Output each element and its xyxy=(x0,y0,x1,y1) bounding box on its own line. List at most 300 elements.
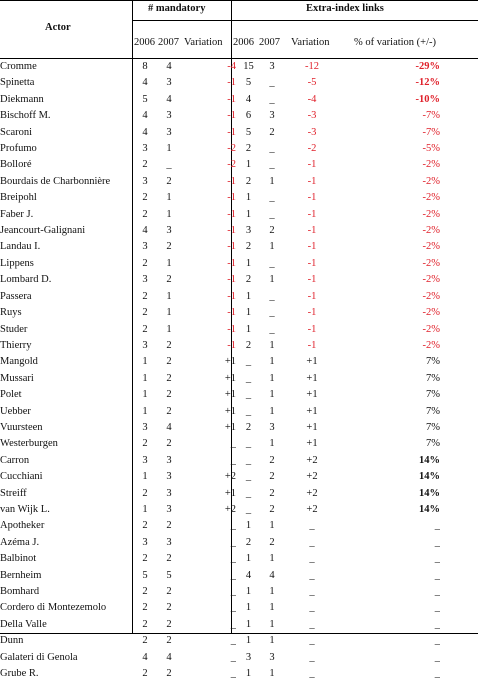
extra-2006-cell: 1 xyxy=(245,635,252,647)
table-row xyxy=(0,600,440,616)
percent-variation-cell: -2% xyxy=(422,257,440,269)
mandatory-2007-cell: 5 xyxy=(166,569,172,581)
mandatory-2006-cell: 3 xyxy=(142,536,148,548)
mandatory-variation-cell: +2 xyxy=(224,503,236,515)
extra-2007-cell: 3 xyxy=(269,651,275,663)
actor-cell: Scaroni xyxy=(0,126,33,138)
table-row xyxy=(0,92,440,108)
extra-variation-cell: _ xyxy=(309,520,315,532)
percent-variation-cell: -10% xyxy=(415,93,440,105)
mandatory-2007-cell: 3 xyxy=(166,536,172,548)
actor-cell: Azéma J. xyxy=(0,536,40,548)
extra-2007-cell: 3 xyxy=(269,110,275,122)
mandatory-variation-cell: -1 xyxy=(227,241,236,253)
mandatory-2006-cell: 2 xyxy=(142,208,148,220)
mandatory-2007-cell: 3 xyxy=(166,487,172,499)
extra-variation-header: Variation xyxy=(291,37,330,48)
actor-cell: Bourdais de Charbonnière xyxy=(0,175,111,187)
percent-variation-cell: 14% xyxy=(419,487,440,499)
mandatory-2007-header: 2007 xyxy=(158,37,179,48)
mandatory-2006-cell: 2 xyxy=(142,257,148,269)
extra-variation-cell: -1 xyxy=(307,257,317,269)
percent-variation-cell: 7% xyxy=(426,421,440,433)
extra-variation-cell: _ xyxy=(309,602,315,614)
extra-2006-cell: 5 xyxy=(245,126,252,138)
actor-cell: Landau I. xyxy=(0,241,41,253)
table-row xyxy=(0,125,440,141)
mandatory-variation-cell: -1 xyxy=(227,225,236,237)
mandatory-2007-cell: 1 xyxy=(166,290,172,302)
mandatory-2006-cell: 2 xyxy=(142,668,148,680)
table-row xyxy=(0,174,440,190)
mandatory-variation-cell: _ xyxy=(230,602,236,614)
table-row xyxy=(0,289,440,305)
mandatory-2006-cell: 8 xyxy=(142,61,148,72)
actor-cell: Westerburgen xyxy=(0,438,58,450)
actor-cell: Polet xyxy=(0,389,22,401)
table-row xyxy=(0,322,440,338)
table-row xyxy=(0,272,440,288)
actor-cell: Apotheker xyxy=(0,520,45,532)
extra-2007-cell: 1 xyxy=(269,372,275,384)
mandatory-2006-cell: 4 xyxy=(142,110,148,122)
extra-variation-cell: _ xyxy=(309,651,315,663)
percent-variation-cell: _ xyxy=(434,520,440,532)
percent-variation-cell: -2% xyxy=(422,208,440,220)
mandatory-2006-cell: 1 xyxy=(142,372,148,384)
actor-cell: Passera xyxy=(0,290,32,302)
mandatory-2006-cell: 2 xyxy=(142,602,148,614)
mandatory-2006-cell: 2 xyxy=(142,586,148,597)
table-row xyxy=(0,59,440,75)
mandatory-2006-cell: 3 xyxy=(142,241,148,253)
actor-cell: Bischoff M. xyxy=(0,110,51,122)
table-row xyxy=(0,633,440,649)
actor-cell: Bolloré xyxy=(0,159,32,171)
mandatory-2007-cell: 3 xyxy=(166,454,172,466)
extra-variation-cell: _ xyxy=(309,586,315,597)
mandatory-2007-cell: 3 xyxy=(166,471,172,483)
extra-2007-cell: _ xyxy=(269,192,275,204)
mandatory-2006-cell: 2 xyxy=(142,159,148,171)
table-row xyxy=(0,354,440,370)
extra-2007-cell: 1 xyxy=(269,405,275,417)
mandatory-2006-cell: 2 xyxy=(142,438,148,450)
mandatory-variation-cell: _ xyxy=(230,520,236,532)
mandatory-variation-cell: _ xyxy=(230,668,236,680)
extra-2007-cell: 2 xyxy=(269,225,275,237)
extra-2006-cell: _ xyxy=(245,487,252,499)
extra-2007-cell: 1 xyxy=(269,241,275,253)
extra-2006-cell: 2 xyxy=(245,421,252,433)
extra-2006-cell: _ xyxy=(245,471,252,483)
mandatory-variation-cell: _ xyxy=(230,569,236,581)
mandatory-2007-cell: 2 xyxy=(166,405,172,417)
percent-variation-cell: 7% xyxy=(426,438,440,450)
actor-cell: Faber J. xyxy=(0,208,34,220)
actor-cell: Mussari xyxy=(0,372,34,384)
mandatory-variation-cell: -1 xyxy=(227,290,236,302)
actor-cell: Uebber xyxy=(0,405,31,417)
percent-variation-cell: -29% xyxy=(415,61,440,72)
table-row xyxy=(0,141,440,157)
extra-2006-cell: 1 xyxy=(245,290,252,302)
mandatory-2007-cell: 1 xyxy=(166,323,172,335)
percent-variation-cell: _ xyxy=(434,618,440,630)
actor-cell: Jeancourt-Galignani xyxy=(0,225,86,237)
mandatory-variation-cell: -1 xyxy=(227,323,236,335)
table-row xyxy=(0,486,440,502)
extra-variation-cell: +2 xyxy=(306,454,318,466)
table-row xyxy=(0,453,440,469)
mandatory-2007-cell: 2 xyxy=(166,438,172,450)
extra-2007-cell: 1 xyxy=(269,356,275,368)
extra-variation-cell: +1 xyxy=(306,421,318,433)
actor-cell: Bernheim xyxy=(0,569,42,581)
extra-2006-cell: 1 xyxy=(245,553,252,565)
mandatory-variation-cell: -1 xyxy=(227,339,236,351)
percent-variation-cell: 14% xyxy=(419,454,440,466)
actor-cell: Carron xyxy=(0,454,30,466)
extra-2007-cell: 1 xyxy=(269,389,275,401)
extra-variation-cell: -1 xyxy=(307,225,317,237)
percent-variation-cell: -2% xyxy=(422,241,440,253)
extra-variation-cell: _ xyxy=(309,536,315,548)
mandatory-2006-cell: 2 xyxy=(142,290,148,302)
mandatory-variation-cell: -4 xyxy=(227,61,236,72)
table-row xyxy=(0,256,440,272)
extra-2007-cell: _ xyxy=(269,143,275,155)
mandatory-2007-cell: 3 xyxy=(166,110,172,122)
table-row xyxy=(0,305,440,321)
percent-variation-cell: -2% xyxy=(422,339,440,351)
actor-cell: Dunn xyxy=(0,635,24,647)
mandatory-2006-cell: 4 xyxy=(142,225,148,237)
mandatory-2007-cell: 2 xyxy=(166,618,172,630)
mandatory-2006-cell: 3 xyxy=(142,339,148,351)
percent-variation-header: % of variation (+/-) xyxy=(354,37,437,48)
mandatory-2007-cell: 3 xyxy=(166,126,172,138)
extra-2006-cell: 1 xyxy=(245,618,252,630)
mandatory-variation-cell: _ xyxy=(230,635,236,647)
extra-2006-header: 2006 xyxy=(233,37,254,48)
extra-2006-cell: 1 xyxy=(245,668,252,680)
mandatory-2007-cell: 4 xyxy=(166,61,172,72)
percent-variation-cell: -2% xyxy=(422,159,440,171)
extra-2007-cell: 1 xyxy=(269,586,275,597)
actor-cell: Cordero di Montezemolo xyxy=(0,602,107,614)
table-row xyxy=(0,108,440,124)
percent-variation-cell: -2% xyxy=(422,323,440,335)
mandatory-2006-cell: 4 xyxy=(142,126,148,138)
mandatory-2007-cell: 2 xyxy=(166,586,172,597)
mandatory-2007-cell: 4 xyxy=(166,651,172,663)
mandatory-variation-cell: -1 xyxy=(227,307,236,319)
mandatory-2007-cell: 1 xyxy=(166,257,172,269)
extra-variation-cell: +2 xyxy=(306,503,318,515)
actor-cell: Bomhard xyxy=(0,586,40,597)
mandatory-2006-cell: 3 xyxy=(142,274,148,286)
mandatory-2007-cell: 1 xyxy=(166,143,172,155)
percent-variation-cell: _ xyxy=(434,651,440,663)
actor-cell: Vuursteen xyxy=(0,421,43,433)
mandatory-2007-cell: 2 xyxy=(166,356,172,368)
extra-variation-cell: +2 xyxy=(306,487,318,499)
extra-variation-cell: +1 xyxy=(306,405,318,417)
mandatory-2006-cell: 2 xyxy=(142,487,148,499)
table-row xyxy=(0,338,440,354)
extra-2006-cell: 1 xyxy=(245,208,252,220)
extra-2006-cell: 2 xyxy=(245,241,252,253)
table-row xyxy=(0,371,440,387)
extra-2006-cell: 15 xyxy=(243,61,254,72)
extra-2007-cell: 1 xyxy=(269,618,275,630)
table-row xyxy=(0,535,440,551)
mandatory-2007-cell: 2 xyxy=(166,553,172,565)
extra-variation-cell: -1 xyxy=(307,192,317,204)
mandatory-2006-header: 2006 xyxy=(134,37,155,48)
table-row xyxy=(0,404,440,420)
percent-variation-cell: _ xyxy=(434,586,440,597)
mandatory-variation-cell: _ xyxy=(230,586,236,597)
extra-2006-cell: 1 xyxy=(245,192,252,204)
mandatory-2006-cell: 5 xyxy=(142,569,148,581)
mandatory-2006-cell: 2 xyxy=(142,618,148,630)
mandatory-2006-cell: 2 xyxy=(142,553,148,565)
mandatory-variation-cell: _ xyxy=(230,618,236,630)
extra-variation-cell: -1 xyxy=(307,159,317,171)
mandatory-variation-cell: +1 xyxy=(224,421,236,433)
mandatory-2006-cell: 5 xyxy=(142,93,148,105)
extra-2007-cell: _ xyxy=(269,323,275,335)
extra-variation-cell: -2 xyxy=(307,143,317,155)
mandatory-2006-cell: 3 xyxy=(142,175,148,187)
group-header-rule xyxy=(132,20,478,21)
extra-2006-cell: 3 xyxy=(245,651,252,663)
actor-cell: Cromme xyxy=(0,61,37,72)
table-row xyxy=(0,568,440,584)
extra-2006-cell: 1 xyxy=(245,323,252,335)
table-row xyxy=(0,239,440,255)
table-row xyxy=(0,207,440,223)
extra-index-group-header: Extra-index links xyxy=(306,3,384,14)
extra-variation-cell: -1 xyxy=(307,323,317,335)
percent-variation-cell: -7% xyxy=(422,126,440,138)
actor-cell: Lombard D. xyxy=(0,274,52,286)
mandatory-2007-cell: 3 xyxy=(166,503,172,515)
mandatory-2007-cell: 2 xyxy=(166,339,172,351)
mandatory-variation-cell: _ xyxy=(230,454,236,466)
extra-2007-cell: 3 xyxy=(269,61,275,72)
mandatory-2007-cell: 4 xyxy=(166,93,172,105)
extra-variation-cell: -1 xyxy=(307,274,317,286)
extra-2006-cell: 2 xyxy=(245,339,252,351)
extra-2007-cell: 2 xyxy=(269,454,275,466)
extra-2007-cell: 2 xyxy=(269,536,275,548)
extra-2006-cell: 2 xyxy=(245,143,252,155)
extra-2007-cell: _ xyxy=(269,307,275,319)
extra-2006-cell: 1 xyxy=(245,257,252,269)
extra-2007-cell: _ xyxy=(269,77,275,89)
percent-variation-cell: 14% xyxy=(419,503,440,515)
mandatory-2006-cell: 2 xyxy=(142,307,148,319)
percent-variation-cell: -2% xyxy=(422,192,440,204)
percent-variation-cell: 7% xyxy=(426,372,440,384)
mandatory-2006-cell: 1 xyxy=(142,471,148,483)
mandatory-variation-cell: -1 xyxy=(227,175,236,187)
extra-variation-cell: -1 xyxy=(307,339,317,351)
mandatory-2007-cell: 2 xyxy=(166,372,172,384)
actor-cell: Thierry xyxy=(0,339,32,351)
extra-variation-cell: +1 xyxy=(306,438,318,450)
percent-variation-cell: 7% xyxy=(426,405,440,417)
extra-variation-cell: -5 xyxy=(307,77,317,89)
mandatory-variation-cell: -2 xyxy=(227,143,236,155)
percent-variation-cell: -7% xyxy=(422,110,440,122)
mandatory-variation-cell: -1 xyxy=(227,257,236,269)
mandatory-2006-cell: 4 xyxy=(142,77,148,89)
mandatory-variation-cell: _ xyxy=(230,651,236,663)
mandatory-variation-cell: -1 xyxy=(227,208,236,220)
extra-2007-cell: 2 xyxy=(269,503,275,515)
extra-2007-cell: 1 xyxy=(269,438,275,450)
actor-column-header: Actor xyxy=(45,22,71,33)
mandatory-2007-cell: 3 xyxy=(166,225,172,237)
extra-variation-cell: +1 xyxy=(306,372,318,384)
percent-variation-cell: 7% xyxy=(426,389,440,401)
table-row xyxy=(0,190,440,206)
mandatory-variation-cell: +1 xyxy=(224,487,236,499)
percent-variation-cell: 14% xyxy=(419,471,440,483)
table-row xyxy=(0,551,440,567)
mandatory-2007-cell: 1 xyxy=(166,307,172,319)
mandatory-variation-cell: _ xyxy=(230,553,236,565)
mandatory-2007-cell: 1 xyxy=(166,208,172,220)
mandatory-2006-cell: 3 xyxy=(142,421,148,433)
percent-variation-cell: -2% xyxy=(422,175,440,187)
mandatory-variation-cell: -1 xyxy=(227,110,236,122)
extra-2006-cell: _ xyxy=(245,438,252,450)
extra-2007-cell: 1 xyxy=(269,274,275,286)
mandatory-2007-cell: 2 xyxy=(166,602,172,614)
mandatory-variation-cell: -1 xyxy=(227,126,236,138)
mandatory-variation-cell: _ xyxy=(230,438,236,450)
mandatory-variation-cell: +1 xyxy=(224,372,236,384)
extra-2006-cell: 1 xyxy=(245,602,252,614)
table-row xyxy=(0,650,440,666)
actor-cell: Grube R. xyxy=(0,668,39,680)
mandatory-variation-cell: -1 xyxy=(227,77,236,89)
extra-2007-cell: 1 xyxy=(269,553,275,565)
mandatory-2006-cell: 1 xyxy=(142,503,148,515)
extra-2006-cell: _ xyxy=(245,503,252,515)
extra-2006-cell: _ xyxy=(245,454,252,466)
table-row xyxy=(0,666,440,682)
extra-variation-cell: -1 xyxy=(307,208,317,220)
table-row xyxy=(0,617,440,633)
table-row xyxy=(0,502,440,518)
extra-2007-cell: 1 xyxy=(269,635,275,647)
extra-2006-cell: 2 xyxy=(245,536,252,548)
table-row xyxy=(0,75,440,91)
mandatory-variation-cell: -2 xyxy=(227,159,236,171)
extra-2007-cell: 4 xyxy=(269,569,275,581)
extra-2006-cell: 4 xyxy=(245,569,252,581)
extra-variation-cell: +2 xyxy=(306,471,318,483)
actor-cell: Breipohl xyxy=(0,192,37,204)
extra-2007-cell: _ xyxy=(269,257,275,269)
extra-2007-cell: 1 xyxy=(269,339,275,351)
mandatory-2007-cell: 2 xyxy=(166,175,172,187)
extra-2006-cell: 2 xyxy=(245,274,252,286)
mandatory-variation-cell: -1 xyxy=(227,192,236,204)
actor-cell: Diekmann xyxy=(0,93,44,105)
extra-2007-cell: _ xyxy=(269,93,275,105)
extra-variation-cell: _ xyxy=(309,618,315,630)
mandatory-variation-cell: +2 xyxy=(224,471,236,483)
mandatory-2007-cell: 1 xyxy=(166,192,172,204)
table-body xyxy=(0,59,440,682)
mandatory-2007-cell: 2 xyxy=(166,274,172,286)
percent-variation-cell: _ xyxy=(434,668,440,680)
mandatory-variation-header: Variation xyxy=(184,37,223,48)
mandatory-2007-cell: 2 xyxy=(166,241,172,253)
actor-cell: Balbinot xyxy=(0,553,37,565)
percent-variation-cell: _ xyxy=(434,635,440,647)
actor-cell: Lippens xyxy=(0,257,34,269)
extra-variation-cell: _ xyxy=(309,668,315,680)
extra-2006-cell: _ xyxy=(245,389,252,401)
mandatory-2007-cell: 2 xyxy=(166,389,172,401)
extra-variation-cell: _ xyxy=(309,553,315,565)
extra-variation-cell: -3 xyxy=(307,126,317,138)
data-table xyxy=(0,59,440,682)
extra-2006-cell: 5 xyxy=(245,77,252,89)
mandatory-2006-cell: 4 xyxy=(142,651,148,663)
mandatory-2006-cell: 3 xyxy=(142,143,148,155)
percent-variation-cell: _ xyxy=(434,569,440,581)
extra-2006-cell: 1 xyxy=(245,520,252,532)
percent-variation-cell: _ xyxy=(434,602,440,614)
extra-2007-cell: 2 xyxy=(269,471,275,483)
extra-2006-cell: 1 xyxy=(245,307,252,319)
actor-cell: Galateri di Genola xyxy=(0,651,78,663)
mandatory-2006-cell: 3 xyxy=(142,454,148,466)
mandatory-2006-cell: 2 xyxy=(142,520,148,532)
mandatory-group-header: # mandatory xyxy=(148,3,206,14)
mandatory-2007-cell: 2 xyxy=(166,520,172,532)
table-row xyxy=(0,157,440,173)
percent-variation-cell: -2% xyxy=(422,274,440,286)
extra-variation-cell: -12 xyxy=(305,61,319,72)
extra-2006-cell: 1 xyxy=(245,159,252,171)
mandatory-2006-cell: 2 xyxy=(142,323,148,335)
extra-2006-cell: 6 xyxy=(245,110,252,122)
actor-cell: Mangold xyxy=(0,356,38,368)
mandatory-2007-cell: 3 xyxy=(166,77,172,89)
percent-variation-cell: -2% xyxy=(422,307,440,319)
extra-2006-cell: 4 xyxy=(245,93,252,105)
extra-2006-cell: _ xyxy=(245,405,252,417)
extra-2007-cell: _ xyxy=(269,159,275,171)
top-rule xyxy=(0,0,478,1)
extra-2006-cell: _ xyxy=(245,356,252,368)
mandatory-variation-cell: +1 xyxy=(224,389,236,401)
extra-variation-cell: -1 xyxy=(307,290,317,302)
mandatory-2006-cell: 2 xyxy=(142,635,148,647)
actor-cell: Ruys xyxy=(0,307,22,319)
extra-2007-header: 2007 xyxy=(259,37,280,48)
